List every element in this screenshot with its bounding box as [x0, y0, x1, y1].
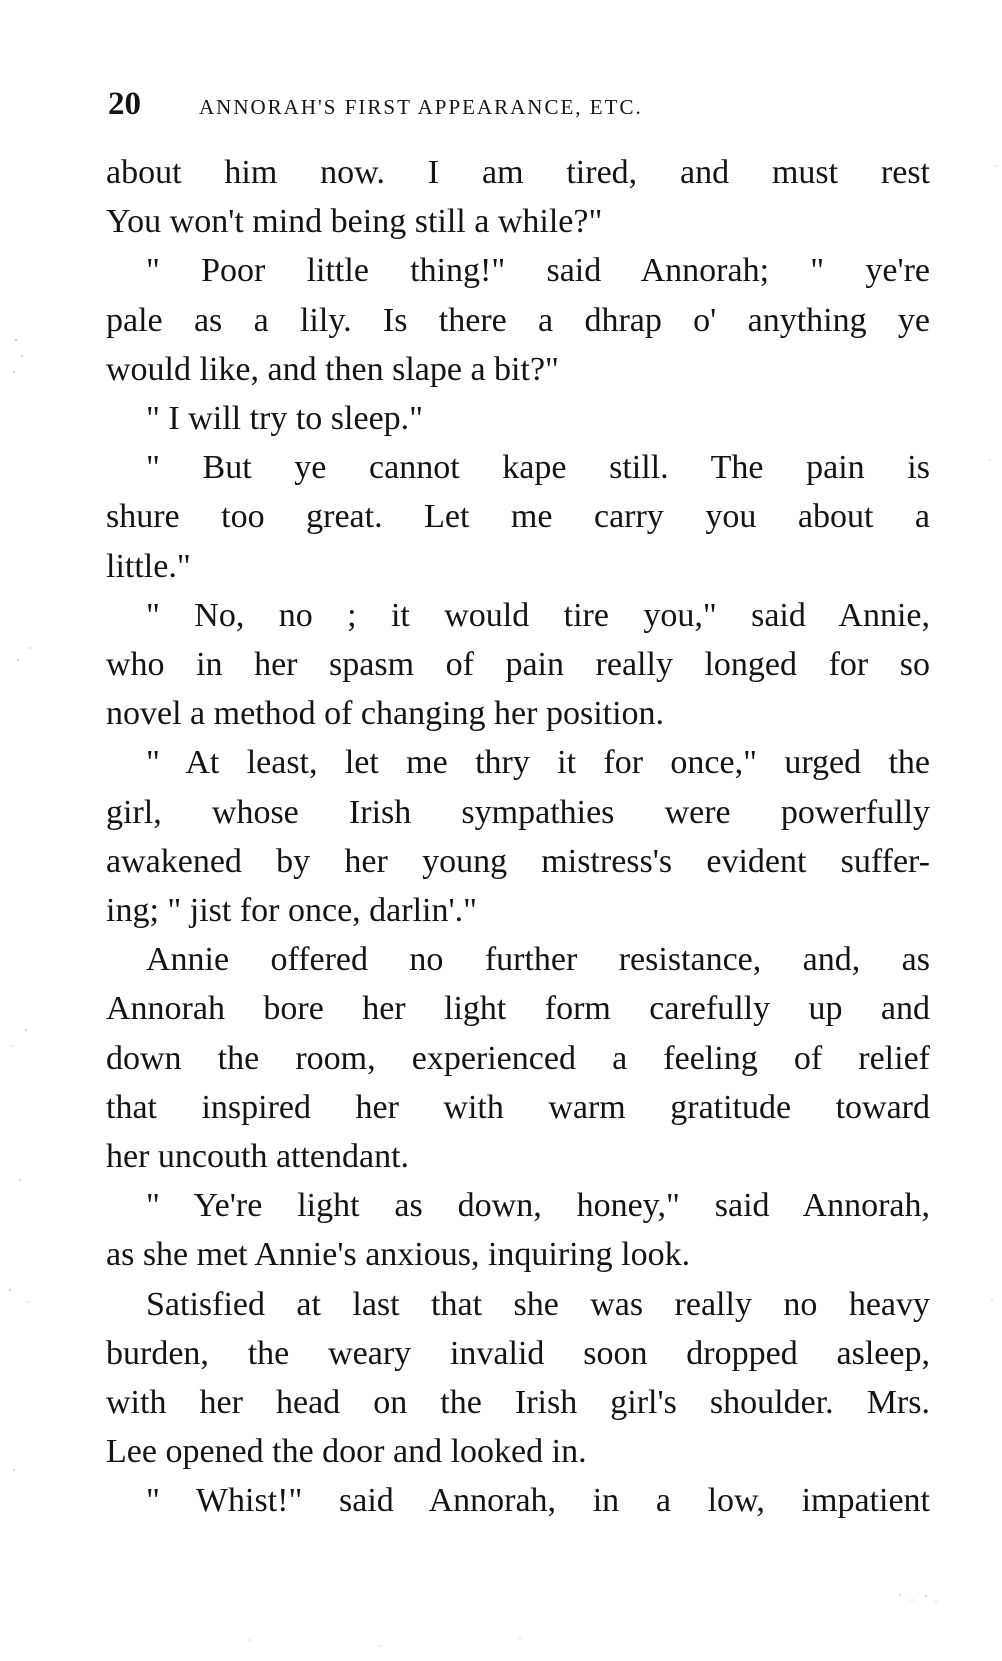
text-line: " I will try to sleep." [146, 400, 424, 438]
text-line: " Whist!" said Annorah, in a low, impatient [146, 1482, 930, 1520]
text-line: " No, no ; it would tire you," said Annie, [146, 596, 930, 634]
text-line: who in her spasm of pain really longed for so [106, 646, 930, 684]
text-line: down the room, experienced a feeling of relief [106, 1039, 930, 1077]
text-line: Annie offered no further resistance, and, as [146, 941, 930, 979]
text-line: " Poor little thing!" said Annorah; " ye're [146, 252, 930, 290]
text-line: her uncouth attendant. [106, 1138, 410, 1176]
running-title: ANNORAH'S FIRST APPEARANCE, ETC. [199, 95, 643, 119]
text-line: " Ye're light as down, honey," said Annorah, [146, 1187, 930, 1225]
text-line: with her head on the Irish girl's shoulder. Mrs. [106, 1384, 930, 1422]
text-line: about him now. I am tired, and must rest [106, 154, 930, 191]
text-line: girl, whose Irish sympathies were powerfully [106, 793, 930, 831]
page-number: 20 [108, 86, 141, 122]
text-line: " At least, let me thry it for once," urged the [146, 744, 930, 782]
text-line: as she met Annie's anxious, inquiring look. [106, 1236, 691, 1274]
text-line: You won't mind being still a while?" [106, 203, 603, 241]
text-line: ing; " jist for once, darlin'." [106, 892, 477, 930]
text-line: that inspired her with warm gratitude toward [106, 1088, 930, 1126]
text-line: pale as a lily. Is there a dhrap o' anything ye [106, 301, 930, 339]
text-line: Annorah bore her light form carefully up and [106, 990, 930, 1028]
running-head [108, 86, 928, 126]
text-line: shure too great. Let me carry you about a [106, 498, 930, 536]
text-line: awakened by her young mistress's evident suffer- [106, 842, 930, 880]
text-line: burden, the weary invalid soon dropped asleep, [106, 1334, 930, 1372]
text-line: Lee opened the door and looked in. [106, 1433, 587, 1471]
text-line: would like, and then slape a bit?" [106, 350, 559, 388]
text-line: " But ye cannot kape still. The pain is [146, 449, 930, 487]
text-line: little." [106, 547, 191, 585]
text-line: novel a method of changing her position. [106, 695, 665, 733]
body-text [106, 148, 930, 1526]
text-line: Satisfied at last that she was really no heavy [146, 1285, 930, 1323]
